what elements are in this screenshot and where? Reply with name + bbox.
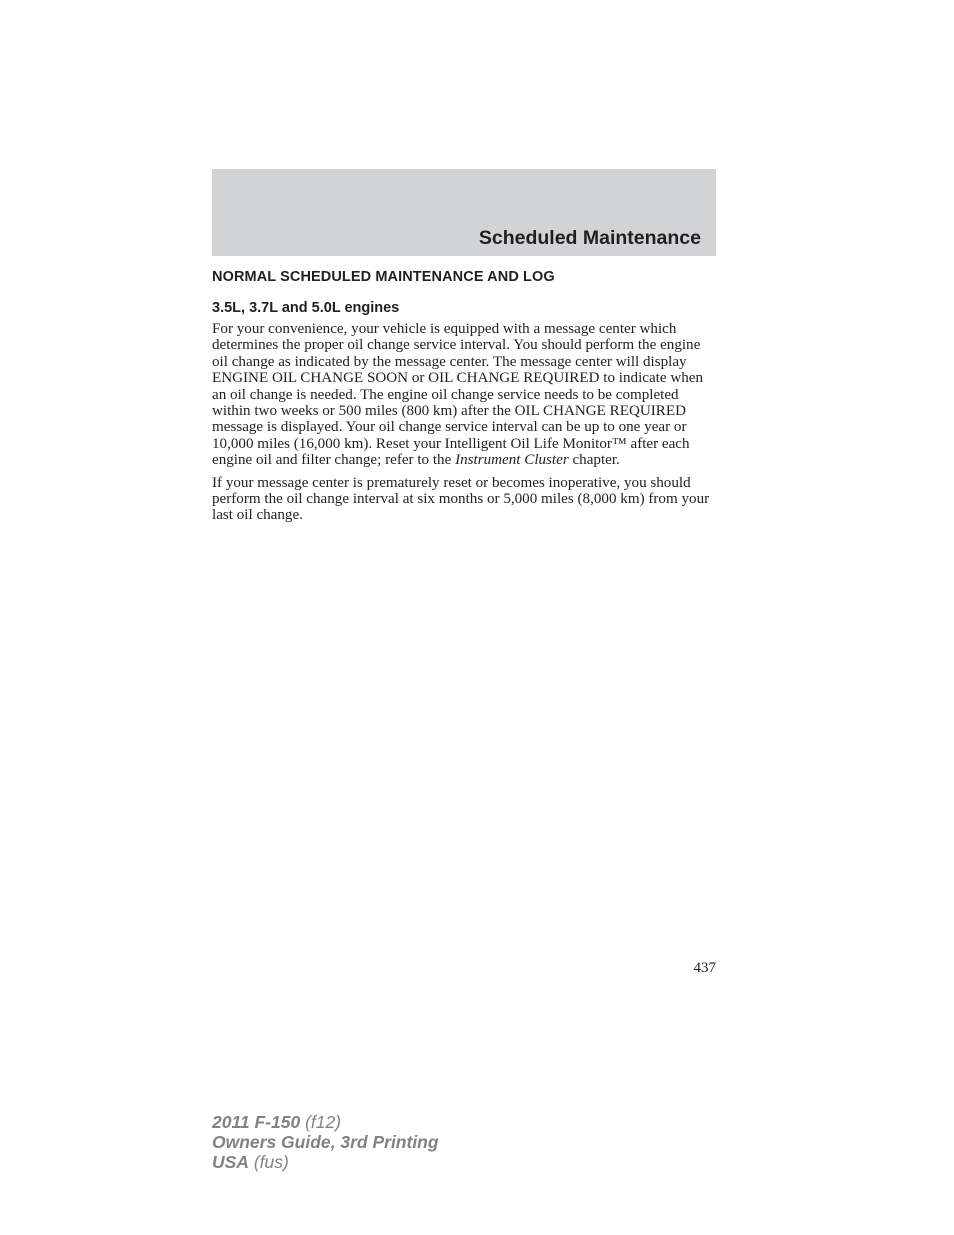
paragraph-text-end: chapter. bbox=[568, 452, 620, 469]
section-title: Scheduled Maintenance bbox=[478, 227, 701, 249]
engine-subheading: 3.5L, 3.7L and 5.0L engines bbox=[212, 300, 400, 316]
oil-change-paragraph bbox=[212, 321, 716, 469]
footer-guide-line: Owners Guide, 3rd Printing bbox=[212, 1132, 439, 1152]
footer-model-code: (f12) bbox=[300, 1112, 342, 1132]
footer-model: 2011 F-150 bbox=[212, 1112, 301, 1132]
paragraph-text: For your convenience, your vehicle is equipped with a message center which determines the proper oil change service interval. You should perform the engine oil change as indicated by the message center. The message center will display ENGINE OIL CHANGE SOON or OIL CHANGE REQUIRED to indicate when an oil change is needed. The engine oil change service needs to be completed within two weeks or 500 miles (800 km) after the OIL CHANGE REQUIRED message is displayed. Your oil change service interval can be up to one year or 10,000 miles (16,000 km). Reset your Intelligent Oil Life Monitor™ after each engine oil and filter change; refer to the bbox=[212, 321, 704, 469]
footer-market-code: (fus) bbox=[248, 1152, 289, 1172]
footer-market: USA bbox=[212, 1152, 249, 1172]
section-header-band bbox=[212, 169, 716, 256]
footer-model-line bbox=[212, 1112, 439, 1132]
document-footer bbox=[212, 1112, 439, 1172]
page-content bbox=[212, 267, 716, 524]
footer-market-line bbox=[212, 1152, 439, 1172]
page-number: 437 bbox=[693, 960, 716, 976]
section-heading: NORMAL SCHEDULED MAINTENANCE AND LOG bbox=[212, 269, 555, 285]
chapter-reference: Instrument Cluster bbox=[455, 452, 569, 469]
inoperative-paragraph: If your message center is prematurely reset or becomes inoperative, you should perform the oil change interval at six months or 5,000 miles (8,000 km) from your last oil change. bbox=[212, 474, 710, 524]
